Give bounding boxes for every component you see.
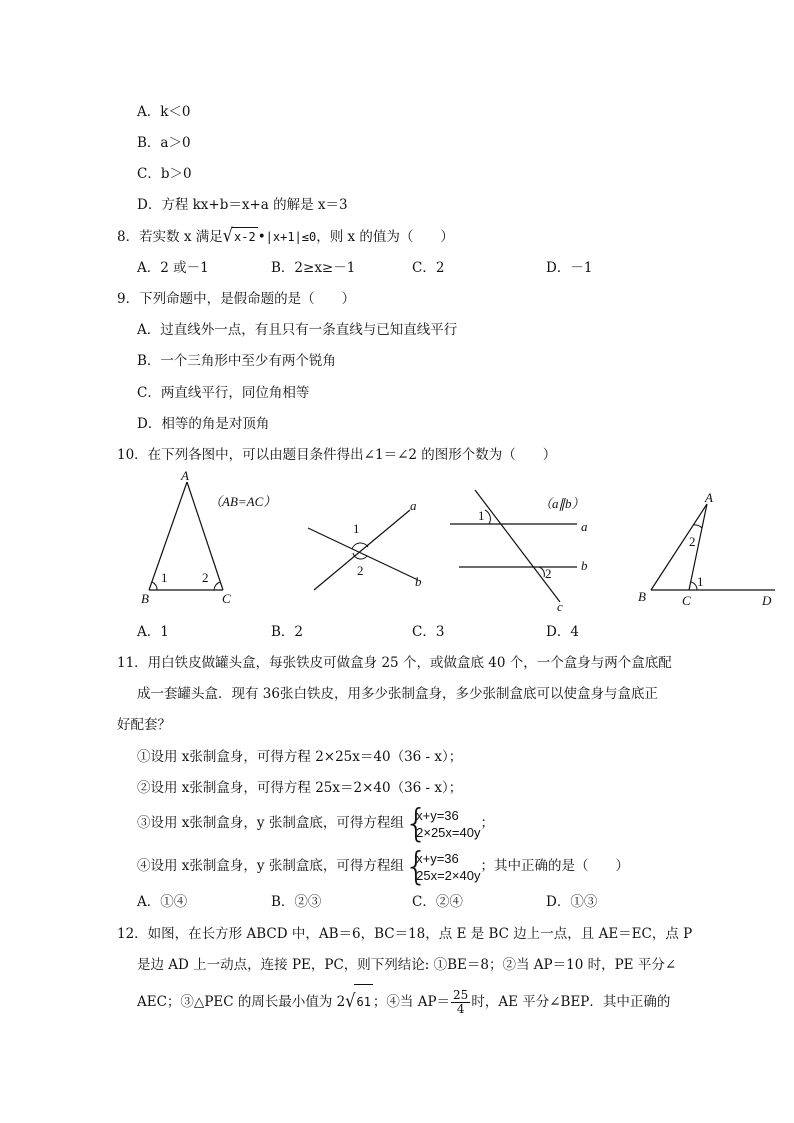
q11-option-a: A．①④ bbox=[137, 894, 188, 910]
q8-stem-prefix: 8．若实数 x 满足 bbox=[117, 229, 223, 245]
q12-line3-suffix: 时，AE 平分∠BEP．其中正确的 bbox=[471, 994, 671, 1010]
q11-statement-2: ②设用 x张制盒身，可得方程 25x＝2×40（36 - x）； bbox=[137, 780, 463, 796]
fig2-angle-2: 2 bbox=[357, 563, 364, 578]
q11-s3-system bbox=[408, 807, 480, 841]
q11-s3-eq1: { x+y=36 bbox=[416, 807, 459, 823]
q12-sqrt: 61 bbox=[354, 984, 372, 1019]
sqrt-sign-icon: √ bbox=[222, 224, 233, 247]
q12-stem-line1: 12．如图，在长方形 ABCD 中，AB＝6，BC＝18，点 E 是 BC 边上一点，且 AE＝EC，点 P bbox=[117, 926, 693, 942]
q11-s4-prefix: ④设用 x张制盒身，y 张制盒底，可得方程组 bbox=[137, 858, 404, 874]
fig1-angle-2: 2 bbox=[202, 570, 209, 585]
q11-stem-line3: 好配套？ bbox=[117, 717, 171, 733]
fig3-label-a: a bbox=[581, 519, 588, 534]
fig2-label-b: b bbox=[415, 574, 422, 589]
figure-triangle-exterior-angle bbox=[635, 490, 785, 610]
q11-stem-line2: 成一套罐头盒．现有 36张白铁皮，用多少张制盒身，多少张制盒底可以使盒身与盒底正 bbox=[137, 686, 658, 702]
q9-option-c: C．两直线平行，同位角相等 bbox=[137, 385, 310, 401]
q10-stem: 10．在下列各图中，可以由题目条件得出∠1＝∠2 的图形个数为（ ） bbox=[117, 447, 557, 463]
q11-s4-eq2: 25x=2×40y bbox=[416, 867, 481, 883]
q8-option-c: C．2 bbox=[412, 260, 445, 276]
fig1-label-c: C bbox=[222, 591, 231, 606]
fig4-label-c: C bbox=[682, 593, 691, 608]
q8-option-a: A．2 或－1 bbox=[137, 260, 209, 276]
q8-sqrt: x-2 bbox=[232, 227, 258, 246]
fig4-angle-1: 1 bbox=[697, 574, 704, 589]
q11-s4-eq1: { x+y=36 bbox=[416, 850, 459, 866]
q11-s3-suffix: ； bbox=[480, 815, 494, 831]
q10-option-b: B．2 bbox=[271, 624, 304, 640]
q12-frac-den: 4 bbox=[456, 1002, 465, 1016]
q9-option-b: B．一个三角形中至少有两个锐角 bbox=[137, 353, 336, 369]
q12-line3-mid: ；④当 AP＝ bbox=[372, 994, 451, 1010]
fig1-label-b: B bbox=[141, 591, 149, 606]
q11-option-d: D．①③ bbox=[546, 894, 598, 910]
q11-s3-prefix: ③设用 x张制盒身，y 张制盒底，可得方程组 bbox=[137, 815, 404, 831]
q11-s3-eq2: 2×25x=40y bbox=[416, 824, 481, 840]
fig3-label-b: b bbox=[581, 558, 588, 573]
q7-option-a: A．k＜0 bbox=[137, 104, 191, 120]
fig1-condition: （AB=AC） bbox=[209, 494, 277, 509]
q8-option-d: D．－1 bbox=[546, 260, 593, 276]
q10-option-d: D．4 bbox=[546, 624, 579, 640]
q11-option-b: B．②③ bbox=[271, 894, 322, 910]
q11-statement-3 bbox=[137, 805, 494, 841]
q11-s4-suffix: ；其中正确的是（ ） bbox=[480, 858, 629, 874]
q12-stem-line2: 是边 AD 上一动点，连接 PE，PC，则下列结论: ①BE＝8；②当 AP＝10 时，PE 平分∠ bbox=[137, 957, 677, 973]
q12-fraction bbox=[451, 989, 470, 1016]
q8-stem: 8．若实数 x 满足√x-2 •|x+1|≤0，则 x 的值为（ ） bbox=[117, 224, 454, 247]
q8-abs: |x+1|≤0 bbox=[265, 230, 317, 244]
q10-option-c: C．3 bbox=[412, 624, 445, 640]
fig4-label-a: A bbox=[705, 490, 713, 505]
q12-stem-line3 bbox=[137, 984, 670, 1019]
q8-stem-suffix: ，则 x 的值为（ ） bbox=[316, 229, 454, 245]
fig1-angle-1: 1 bbox=[161, 570, 168, 585]
fig3-angle-2: 2 bbox=[545, 566, 552, 581]
q10-option-a: A．1 bbox=[137, 624, 169, 640]
figure-isosceles-triangle bbox=[135, 470, 285, 610]
q11-s4-system bbox=[408, 850, 480, 884]
figure-parallel-lines bbox=[445, 480, 605, 615]
q11-statement-1: ①设用 x张制盒身，可得方程 2×25x＝40（36 - x）； bbox=[137, 749, 463, 765]
fig3-condition: （a∥b） bbox=[539, 496, 585, 511]
q9-option-a: A．过直线外一点，有且只有一条直线与已知直线平行 bbox=[137, 322, 458, 338]
q7-option-b: B．a＞0 bbox=[137, 135, 191, 151]
sqrt-sign-icon: √ bbox=[345, 989, 356, 1012]
fig2-angle-1: 1 bbox=[353, 521, 360, 536]
q9-stem: 9．下列命题中，是假命题的是（ ） bbox=[117, 291, 356, 307]
figure-intersecting-lines bbox=[300, 490, 430, 600]
fig1-label-a: A bbox=[181, 470, 189, 483]
fig2-label-a: a bbox=[410, 498, 417, 513]
fig4-label-b: B bbox=[638, 589, 646, 604]
q7-option-d: D．方程 kx+b＝x+a 的解是 x＝3 bbox=[137, 197, 348, 213]
q9-option-d: D．相等的角是对顶角 bbox=[137, 416, 270, 432]
q7-option-c: C．b＞0 bbox=[137, 166, 192, 182]
fig4-label-d: D bbox=[762, 593, 772, 608]
fig3-label-c: c bbox=[557, 599, 563, 614]
q11-statement-4 bbox=[137, 848, 629, 884]
fig4-angle-2: 2 bbox=[689, 534, 696, 549]
fig3-angle-1: 1 bbox=[478, 508, 485, 523]
q11-stem-line1: 11．用白铁皮做罐头盒，每张铁皮可做盒身 25 个，或做盒底 40 个，一个盒身与两个盒底配 bbox=[117, 655, 672, 671]
q8-option-b: B．2≥x≥－1 bbox=[271, 260, 356, 276]
q12-line3-prefix: AEC；③△PEC 的周长最小值为 2 bbox=[137, 994, 346, 1010]
q11-option-c: C．②④ bbox=[412, 894, 463, 910]
q12-frac-num: 25 bbox=[453, 988, 469, 1002]
